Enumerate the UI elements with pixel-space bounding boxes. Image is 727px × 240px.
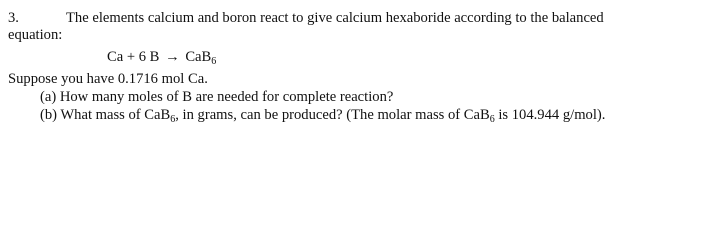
question-intro-line-1 bbox=[8, 10, 604, 27]
part-b-text-2: , in grams, can be produced? (The molar mass of CaB bbox=[175, 107, 490, 123]
part-b-text-1: (b) What mass of CaB bbox=[40, 107, 171, 123]
part-b bbox=[40, 107, 605, 124]
reaction-arrow: → bbox=[165, 49, 180, 65]
part-b-subscript-1: 6 bbox=[170, 114, 176, 125]
question-intro-line-2: equation: bbox=[8, 27, 63, 43]
question-intro-text: The elements calcium and boron react to give calcium hexaboride according to the balanced bbox=[66, 10, 604, 26]
part-a: (a) How many moles of B are needed for complete reaction? bbox=[40, 89, 394, 105]
given-statement: Suppose you have 0.1716 mol Ca. bbox=[8, 71, 208, 87]
equation-product-formula: CaB bbox=[185, 49, 212, 65]
balanced-equation bbox=[107, 49, 216, 66]
equation-reactants: Ca + 6 B bbox=[107, 49, 160, 65]
equation-product bbox=[185, 49, 216, 65]
part-b-text-3: is 104.944 g/mol). bbox=[494, 107, 606, 123]
equation-product-subscript: 6 bbox=[211, 56, 217, 67]
question-number: 3. bbox=[8, 10, 19, 26]
part-b-subscript-2: 6 bbox=[489, 114, 495, 125]
